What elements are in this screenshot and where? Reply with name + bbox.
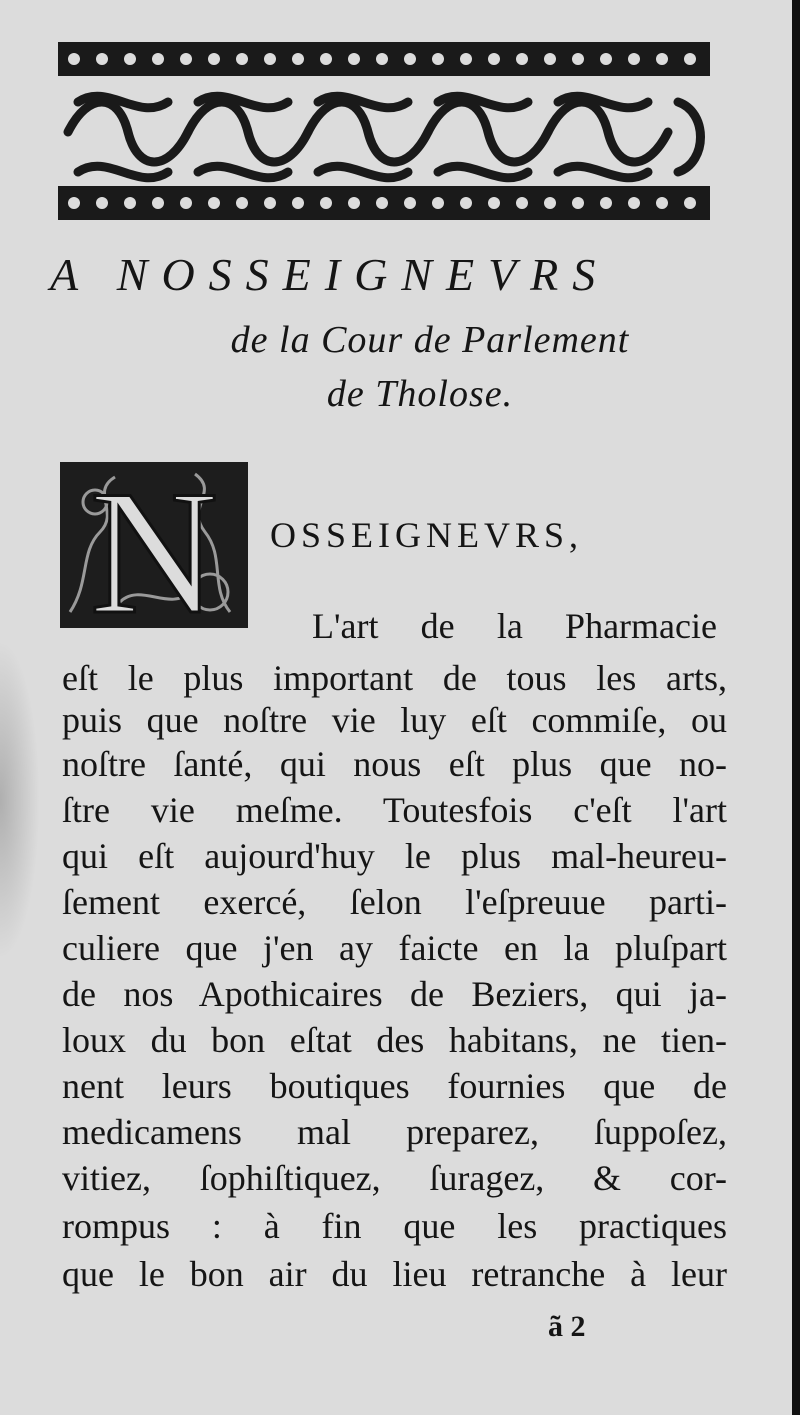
body-line: puis que noſtre vie luy eſt commiſe, ou — [62, 700, 727, 740]
ornamental-headband — [58, 42, 710, 220]
body-line: culiere que j'en ay faicte en la pluſpart — [62, 928, 727, 968]
body-line: vitiez, ſophiſtiquez, ſuragez, & cor- — [62, 1158, 727, 1198]
salutation: OSSEIGNEVRS, — [270, 515, 584, 555]
heading-line-2: de la Cour de Parlement — [230, 319, 630, 361]
body-line: rompus : à fin que les practiques — [62, 1206, 727, 1246]
body-line: loux du bon eſtat des habitans, ne tien- — [62, 1020, 727, 1060]
body-line: eſt le plus important de tous les arts, — [62, 658, 727, 698]
body-line: qui eſt aujourd'huy le plus mal-heureu- — [62, 836, 727, 876]
body-line: ſtre vie meſme. Toutesfois c'eſt l'art — [62, 790, 727, 830]
body-line: que le bon air du lieu retranche à leur — [62, 1254, 727, 1294]
paper-stain — [0, 640, 40, 960]
decorated-initial — [60, 462, 248, 628]
signature-mark: ã 2 — [548, 1310, 586, 1343]
heading-line-3: de Tholose. — [326, 373, 514, 415]
body-line: de nos Apothicaires de Beziers, qui ja- — [62, 974, 727, 1014]
heading-line-1: A NOSSEIGNEVRS — [50, 249, 610, 300]
svg-text:N: N — [89, 462, 219, 628]
body-line: ſement exercé, ſelon l'eſpreuue parti- — [62, 882, 727, 922]
body-line: noſtre ſanté, qui nous eſt plus que no- — [62, 744, 727, 784]
body-line: L'art de la Pharmacie — [312, 606, 717, 646]
body-line: medicamens mal preparez, ſuppoſez, — [62, 1112, 727, 1152]
body-line: nent leurs boutiques fournies que de — [62, 1066, 727, 1106]
